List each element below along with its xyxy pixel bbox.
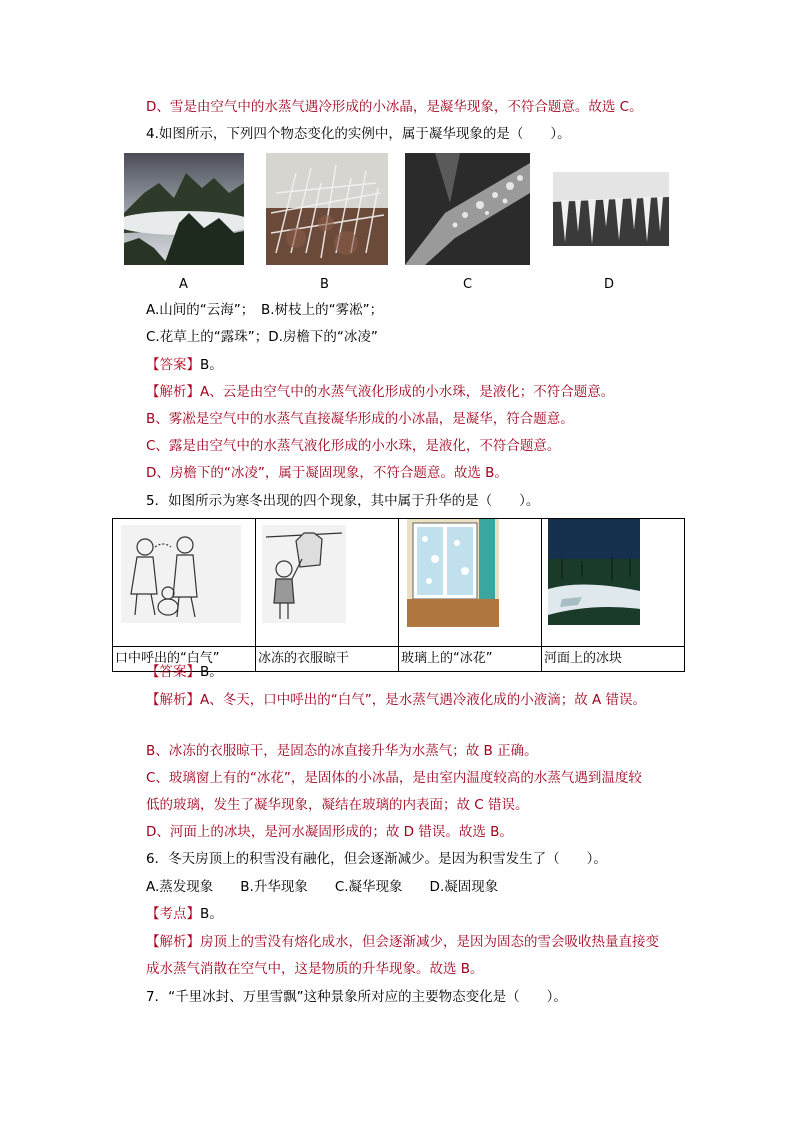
question-6-point: 【考点】B。 bbox=[146, 906, 223, 922]
image-icicles bbox=[553, 172, 669, 246]
cell-image-breath bbox=[113, 519, 256, 647]
cell-image-river-ice bbox=[542, 519, 685, 647]
image-cloud-sea bbox=[124, 153, 244, 265]
question-6-options: A.蒸发现象 B.升华现象 C.凝华现象 D.凝固现象 bbox=[146, 879, 499, 895]
question-4-options-cd: C.花草上的“露珠”；D.房檐下的“冰凌” bbox=[146, 329, 378, 345]
question-6-analysis-1: 【解析】房顶上的雪没有熔化成水，但会逐渐减少，是因为固态的雪会吸收热量直接变 bbox=[146, 934, 659, 950]
cell-image-clothes bbox=[256, 519, 399, 647]
question-4-stem: 4.如图所示，下列四个物态变化的实例中，属于凝华现象的是（ ）。 bbox=[146, 126, 571, 142]
cell-label-river-ice: 河面上的冰块 bbox=[542, 647, 685, 672]
question-6-analysis-2: 成水蒸气消散在空气中，这是物质的升华现象。故选 B。 bbox=[146, 961, 484, 977]
image-label-a: A bbox=[179, 277, 188, 292]
question-4-analysis-2: B、雾凇是空气中的水蒸气直接凝华形成的小冰晶，是凝华，符合题意。 bbox=[146, 411, 574, 427]
question-5-stem: 5．如图所示为寒冬出现的四个现象，其中属于升华的是（ ）。 bbox=[146, 493, 540, 509]
question-6-stem: 6．冬天房顶上的积雪没有融化，但会逐渐减少。是因为积雪发生了（ ）。 bbox=[146, 851, 607, 867]
question-7-stem: 7．“千里冰封、万里雪飘”这种景象所对应的主要物态变化是（ ）。 bbox=[146, 989, 567, 1005]
question-5-analysis-2: B、冰冻的衣服晾干，是固态的冰直接升华为水蒸气；故 B 正确。 bbox=[146, 743, 538, 759]
cell-label-clothes: 冰冻的衣服晾干 bbox=[256, 647, 399, 672]
question-5-answer: 【答案】B。 bbox=[146, 664, 223, 680]
cell-label-breath: 口中呼出的“白气” bbox=[113, 647, 256, 672]
cell-image-ice-flower bbox=[399, 519, 542, 647]
question-4-answer: 【答案】B。 bbox=[146, 357, 223, 373]
image-label-c: C bbox=[463, 277, 473, 292]
question-5-analysis-3: C、玻璃窗上有的“冰花”，是固体的小冰晶，是由室内温度较高的水蒸气遇到温度较 bbox=[146, 770, 642, 786]
question-5-analysis-4: 低的玻璃，发生了凝华现象，凝结在玻璃的内表面；故 C 错误。 bbox=[146, 797, 529, 813]
prev-answer-line: D、雪是由空气中的水蒸气遇冷形成的小冰晶，是凝华现象，不符合题意。故选 C。 bbox=[146, 99, 643, 115]
image-label-d: D bbox=[604, 277, 615, 292]
question-5-analysis-1: 【解析】A、冬天，口中呼出的“白气”，是水蒸气遇冷液化成的小液滴；故 A 错误。 bbox=[146, 692, 647, 708]
question-4-analysis-1: 【解析】A、云是由空气中的水蒸气液化形成的小水珠，是液化；不符合题意。 bbox=[146, 384, 615, 400]
question-4-analysis-3: C、露是由空气中的水蒸气液化形成的小水珠，是液化，不符合题意。 bbox=[146, 438, 561, 454]
cell-label-ice-flower: 玻璃上的“冰花” bbox=[399, 647, 542, 672]
question-5-table bbox=[112, 518, 685, 672]
question-4-options-ab: A.山间的“云海”； B.树枝上的“雾凇”； bbox=[146, 302, 384, 318]
question-5-analysis-5: D、河面上的冰块，是河水凝固形成的；故 D 错误。故选 B。 bbox=[146, 824, 513, 840]
image-rime bbox=[266, 153, 388, 265]
question-4-analysis-4: D、房檐下的“冰凌”，属于凝固现象，不符合题意。故选 B。 bbox=[146, 465, 508, 481]
image-label-b: B bbox=[320, 277, 329, 292]
image-dew bbox=[405, 153, 530, 265]
